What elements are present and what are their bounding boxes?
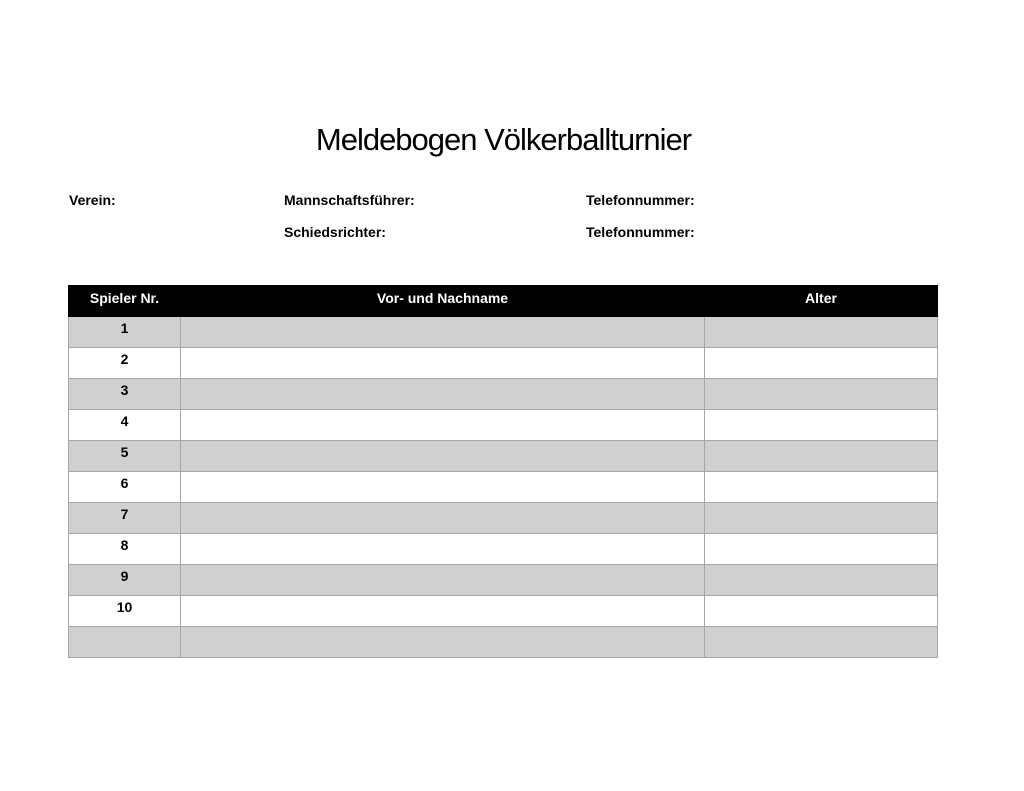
player-age-cell[interactable] (705, 348, 938, 379)
player-number-cell (69, 627, 181, 658)
player-number-cell: 7 (69, 503, 181, 534)
player-name-cell[interactable] (181, 441, 705, 472)
table-row (69, 410, 938, 441)
player-name-cell[interactable] (181, 503, 705, 534)
table-row (69, 379, 938, 410)
player-age-cell[interactable] (705, 596, 938, 627)
player-number-cell: 10 (69, 596, 181, 627)
player-roster-table (68, 285, 938, 658)
player-age-cell[interactable] (705, 317, 938, 348)
schiedsrichter-label: Schiedsrichter: (284, 224, 386, 240)
column-header-spieler-nr: Spieler Nr. (69, 286, 181, 317)
player-number-cell: 3 (69, 379, 181, 410)
table-row (69, 565, 938, 596)
player-name-cell[interactable] (181, 410, 705, 441)
player-number-cell: 9 (69, 565, 181, 596)
table-row (69, 317, 938, 348)
player-age-cell[interactable] (705, 379, 938, 410)
player-age-cell[interactable] (705, 565, 938, 596)
player-age-cell[interactable] (705, 627, 938, 658)
player-number-cell: 4 (69, 410, 181, 441)
player-number-cell: 8 (69, 534, 181, 565)
player-number-cell: 5 (69, 441, 181, 472)
player-age-cell[interactable] (705, 503, 938, 534)
player-age-cell[interactable] (705, 534, 938, 565)
player-age-cell[interactable] (705, 410, 938, 441)
player-name-cell[interactable] (181, 596, 705, 627)
player-number-cell: 6 (69, 472, 181, 503)
mannschaftsfuehrer-label: Mannschaftsführer: (284, 192, 415, 208)
player-age-cell[interactable] (705, 472, 938, 503)
table-row (69, 627, 938, 658)
telefonnummer-label-2: Telefonnummer: (586, 224, 695, 240)
player-name-cell[interactable] (181, 348, 705, 379)
player-name-cell[interactable] (181, 379, 705, 410)
player-number-cell: 1 (69, 317, 181, 348)
table-row (69, 503, 938, 534)
table-row (69, 441, 938, 472)
player-name-cell[interactable] (181, 627, 705, 658)
player-age-cell[interactable] (705, 441, 938, 472)
page-title: Meldebogen Völkerballturnier (315, 122, 692, 157)
column-header-alter: Alter (705, 286, 938, 317)
table-row (69, 348, 938, 379)
player-name-cell[interactable] (181, 565, 705, 596)
column-header-name: Vor- und Nachname (181, 286, 705, 317)
player-name-cell[interactable] (181, 472, 705, 503)
verein-label: Verein: (69, 192, 116, 208)
table-row (69, 596, 938, 627)
player-name-cell[interactable] (181, 534, 705, 565)
table-row (69, 534, 938, 565)
telefonnummer-label-1: Telefonnummer: (586, 192, 695, 208)
player-name-cell[interactable] (181, 317, 705, 348)
player-number-cell: 2 (69, 348, 181, 379)
table-header-row (69, 286, 938, 317)
table-row (69, 472, 938, 503)
